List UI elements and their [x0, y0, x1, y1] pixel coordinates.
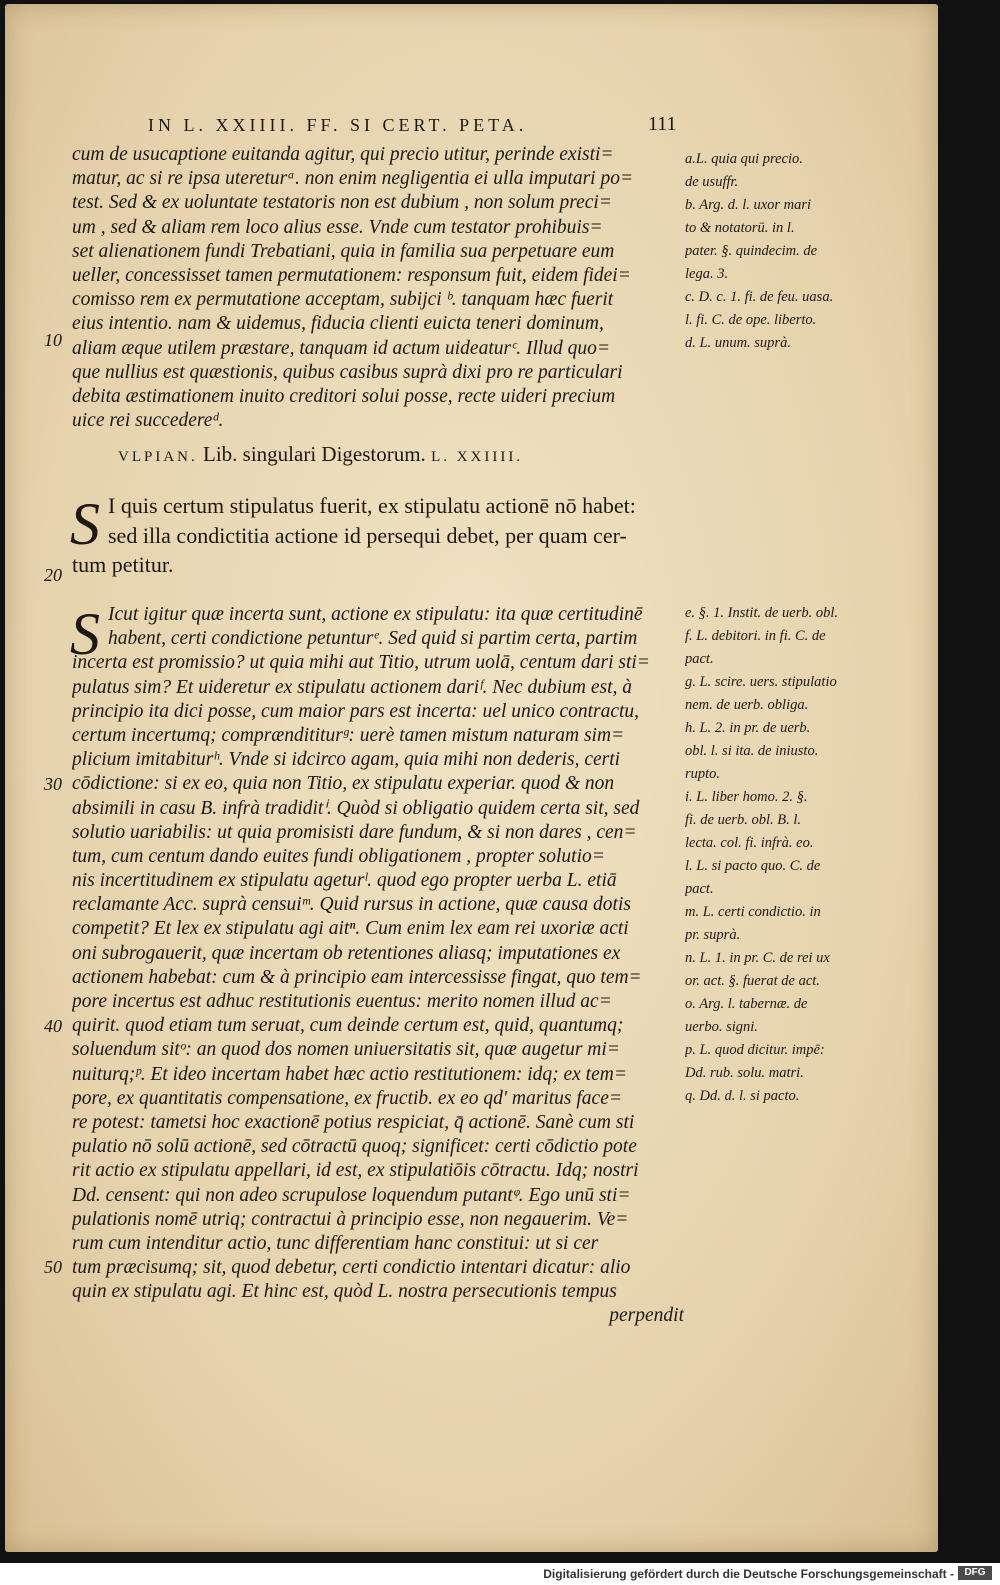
text-line: principio ita dici posse, cum maior pars est incerta: uel unico contractu, — [72, 700, 640, 722]
text-line: aliam æque utilem præstare, tanquam id actum uideaturᶜ. Illud quo= — [72, 337, 611, 359]
footer-credit: Digitalisierung gefördert durch die Deutsche Forschungsgemeinschaft - — [543, 1567, 954, 1581]
text-line: quin ex stipulatu agi. Et hinc est, quòd L. nostra persecutionis tempus — [72, 1281, 617, 1303]
text-line: incerta est promissio? ut quia mihi aut Titio, utrum uolā, centum dari sti= — [72, 652, 650, 674]
text-line: habent, certi condictione petunturᵉ. Sed quid si partim certa, partim — [108, 628, 638, 650]
margin-note: o. Arg. l. tabernæ. de — [685, 996, 808, 1012]
margin-note: q. Dd. d. l. si pacto. — [685, 1088, 800, 1104]
text-line: oni subrogauerit, quæ incertam ob retentiones aliasq; imputationes ex — [72, 942, 621, 964]
text-line: matur, ac si re ipsa utereturᵃ. non enim negligentia ei ulla imputari po= — [72, 168, 634, 190]
margin-note: l. fi. C. de ope. liberto. — [685, 312, 817, 328]
margin-note: g. L. scire. uers. stipulatio — [685, 674, 837, 690]
margin-note: pact. — [685, 651, 714, 667]
margin-note: m. L. certi condictio. in — [685, 904, 821, 920]
margin-note: lecta. col. fi. infrà. eo. — [685, 835, 814, 851]
text-line: I quis certum stipulatus fuerit, ex stipulatu actionē nō habet: — [108, 493, 636, 518]
text-line: cōdictione: si ex eo, quia non Titio, ex stipulatu experiar. quod & non — [72, 773, 615, 795]
folio-number: 111 — [648, 113, 677, 135]
drop-cap: S — [70, 491, 100, 557]
text-line: soluendum sitᵒ: an quod dos nomen uniuersitatis sit, quæ augetur mi= — [72, 1039, 620, 1061]
margin-note: pr. suprà. — [685, 927, 741, 943]
text-line: comisso rem ex permutatione acceptam, subijci ᵇ. tanquam hæc fuerit — [72, 289, 614, 311]
commentary-block-1 — [72, 143, 684, 433]
dfg-logo: DFG — [958, 1566, 992, 1580]
lemma-heading — [118, 442, 523, 467]
text-line: pore, ex quantitatis compensatione, ex fructib. ex eo qd' maritus face= — [72, 1087, 623, 1109]
text-line: tum præcisumq; sit, quod debetur, certi condictio intentari dicatur: alio — [72, 1257, 631, 1279]
text-line: nis incertitudinem ex stipulatu ageturˡ. quod ego propter uerba L. etiā — [72, 870, 617, 892]
margin-note: obl. l. si ita. de iniusto. — [685, 743, 819, 759]
catchword: perpendit — [609, 1305, 684, 1327]
text-line: test. Sed & ex uoluntate testatoris non est dubium , non solum preci= — [72, 192, 612, 214]
line-number: 10 — [44, 330, 62, 350]
text-line: absimili in casu B. infrà tradiditⁱ. Quòd si obligatio quidem certa sit, sed — [72, 797, 640, 819]
margin-note: n. L. 1. in pr. C. de rei ux — [685, 950, 830, 966]
line-number: 30 — [44, 774, 62, 794]
margin-note: pater. §. quindecim. de — [685, 243, 818, 259]
text-line: sed illa condictitia actione id persequi debet, per quam cer- — [108, 522, 627, 548]
text-line: debita æstimationem inuito creditori solui posse, recte uideri precium — [72, 385, 616, 407]
text-line: plicium imitabiturʰ. Vnde si idcirco agam, quia mihi non dederis, certi — [72, 749, 621, 771]
text-line: rum cum intenditur actio, tunc differentiam hanc constitui: ut si cer — [72, 1232, 599, 1254]
text-line: cum de usucaptione euitanda agitur, qui precio utitur, perinde existi= — [72, 144, 614, 165]
margin-note: d. L. unum. suprà. — [685, 335, 791, 351]
margin-note: uerbo. signi. — [685, 1019, 758, 1035]
running-head: IN L. XXIIII. FF. SI CERT. PETA. — [148, 115, 528, 135]
text-line: rit actio ex stipulatu appellari, id est, ex stipulatiōis cōtractu. Idq; nostri — [72, 1160, 639, 1182]
margin-notes-2 — [685, 602, 865, 1108]
text-line: re potest: tametsi hoc exactionē potius respiciat, q̄ actionē. Sanè cum sti — [72, 1111, 635, 1133]
margin-note: to & notatorū. in l. — [685, 220, 795, 236]
text-line: competit? Et lex ex stipulatu agi aitⁿ. Cum enim lex eam rei uxoriæ acti — [72, 918, 629, 940]
margin-note: rupto. — [685, 766, 721, 782]
margin-note: l. L. si pacto quo. C. de — [685, 858, 821, 874]
text-line: actionem habebat: cum & à principio eam intercessisse fingat, quo tem= — [72, 966, 642, 988]
text-line: nuiturq;ᵖ. Et ideo incertam habet hæc actio restitutionem: idq; ex tem= — [72, 1063, 627, 1085]
lemma-law: L. XXIIII. — [431, 449, 524, 465]
text-line: tum, cum centum dando euites fundi obligationem , propter solutio= — [72, 845, 605, 867]
text-line: pulationis nomē utriq; contractui à principio esse, non negauerim. Ve= — [72, 1208, 629, 1230]
margin-note: pact. — [685, 881, 714, 897]
text-line: que nullius est quæstionis, quibus casibus suprà dixi pro re particulari — [72, 361, 623, 383]
lemma-author: VLPIAN. — [118, 449, 198, 465]
lemma-book: Lib. singulari Digestorum. — [203, 442, 426, 466]
margin-notes-1 — [685, 148, 865, 355]
drop-cap: S — [70, 601, 100, 667]
margin-note: e. §. 1. Instit. de uerb. obl. — [685, 605, 839, 621]
margin-note: c. D. c. 1. fi. de feu. uasa. — [685, 289, 834, 305]
margin-note: lega. 3. — [685, 266, 729, 282]
margin-note: p. L. quod dicitur. impē: — [685, 1042, 825, 1058]
text-line: set alienationem fundi Trebatiani, quia in familia sua perpetuare eum — [72, 240, 615, 262]
text-line: tum petitur. — [72, 552, 174, 577]
margin-note: de usuffr. — [685, 174, 739, 190]
text-line: um , sed & aliam rem loco alius esse. Vnde cum testator prohibuis= — [72, 216, 603, 238]
text-line: pore incertus est adhuc restitutionis euentus: merito nomen illud ac= — [72, 991, 612, 1012]
margin-note: fi. de uerb. obl. B. l. — [685, 812, 801, 828]
text-line: reclamante Acc. suprà censuiᵐ. Quid rursus in actione, quæ causa dotis — [72, 894, 631, 916]
line-number: 50 — [44, 1257, 62, 1277]
margin-note: nem. de uerb. obliga. — [685, 697, 809, 713]
text-line: quirit. quod etiam tum seruat, cum deinde certum est, quid, quantumq; — [72, 1015, 624, 1037]
margin-note: i. L. liber homo. 2. §. — [685, 789, 808, 805]
text-line: ueller, concessisset tamen permutationem: responsum fuit, eidem fidei= — [72, 264, 631, 286]
margin-note: b. Arg. d. l. uxor mari — [685, 197, 812, 213]
margin-note: or. act. §. fuerat de act. — [685, 973, 820, 989]
margin-note: h. L. 2. in pr. de uerb. — [685, 720, 811, 736]
line-number: 20 — [44, 565, 62, 585]
margin-note: f. L. debitori. in fi. C. de — [685, 628, 826, 644]
text-line: uice rei succedereᵈ. — [72, 410, 224, 432]
lemma-text — [72, 491, 684, 580]
line-number: 40 — [44, 1016, 62, 1036]
text-line: eius intentio. nam & uidemus, fiducia clienti euicta teneri dominum, — [72, 313, 604, 335]
text-line: pulatus sim? Et uideretur ex stipulatu actionem dariᶠ. Nec dubium est, à — [72, 676, 632, 698]
text-line: Dd. censent: qui non adeo scrupulose loquendum putantᵠ. Ego unū sti= — [72, 1184, 631, 1206]
margin-note: Dd. rub. solu. matri. — [685, 1065, 804, 1081]
text-line: pulatio nō solū actionē, sed cōtractū quoq; significet: certi cōdictio pote — [72, 1136, 637, 1158]
text-line: Icut igitur quæ incerta sunt, actione ex stipulatu: ita quæ certitudinē — [108, 604, 643, 625]
margin-note: a.L. quia qui precio. — [685, 151, 803, 167]
text-line: certum incertumq; comprændititurᵍ: uerè tamen mistum naturam sim= — [72, 724, 625, 746]
text-line: solutio uariabilis: ut quia promisisti dare fundum, & si non dares , cen= — [72, 821, 637, 843]
commentary-block-2 — [72, 603, 684, 1329]
